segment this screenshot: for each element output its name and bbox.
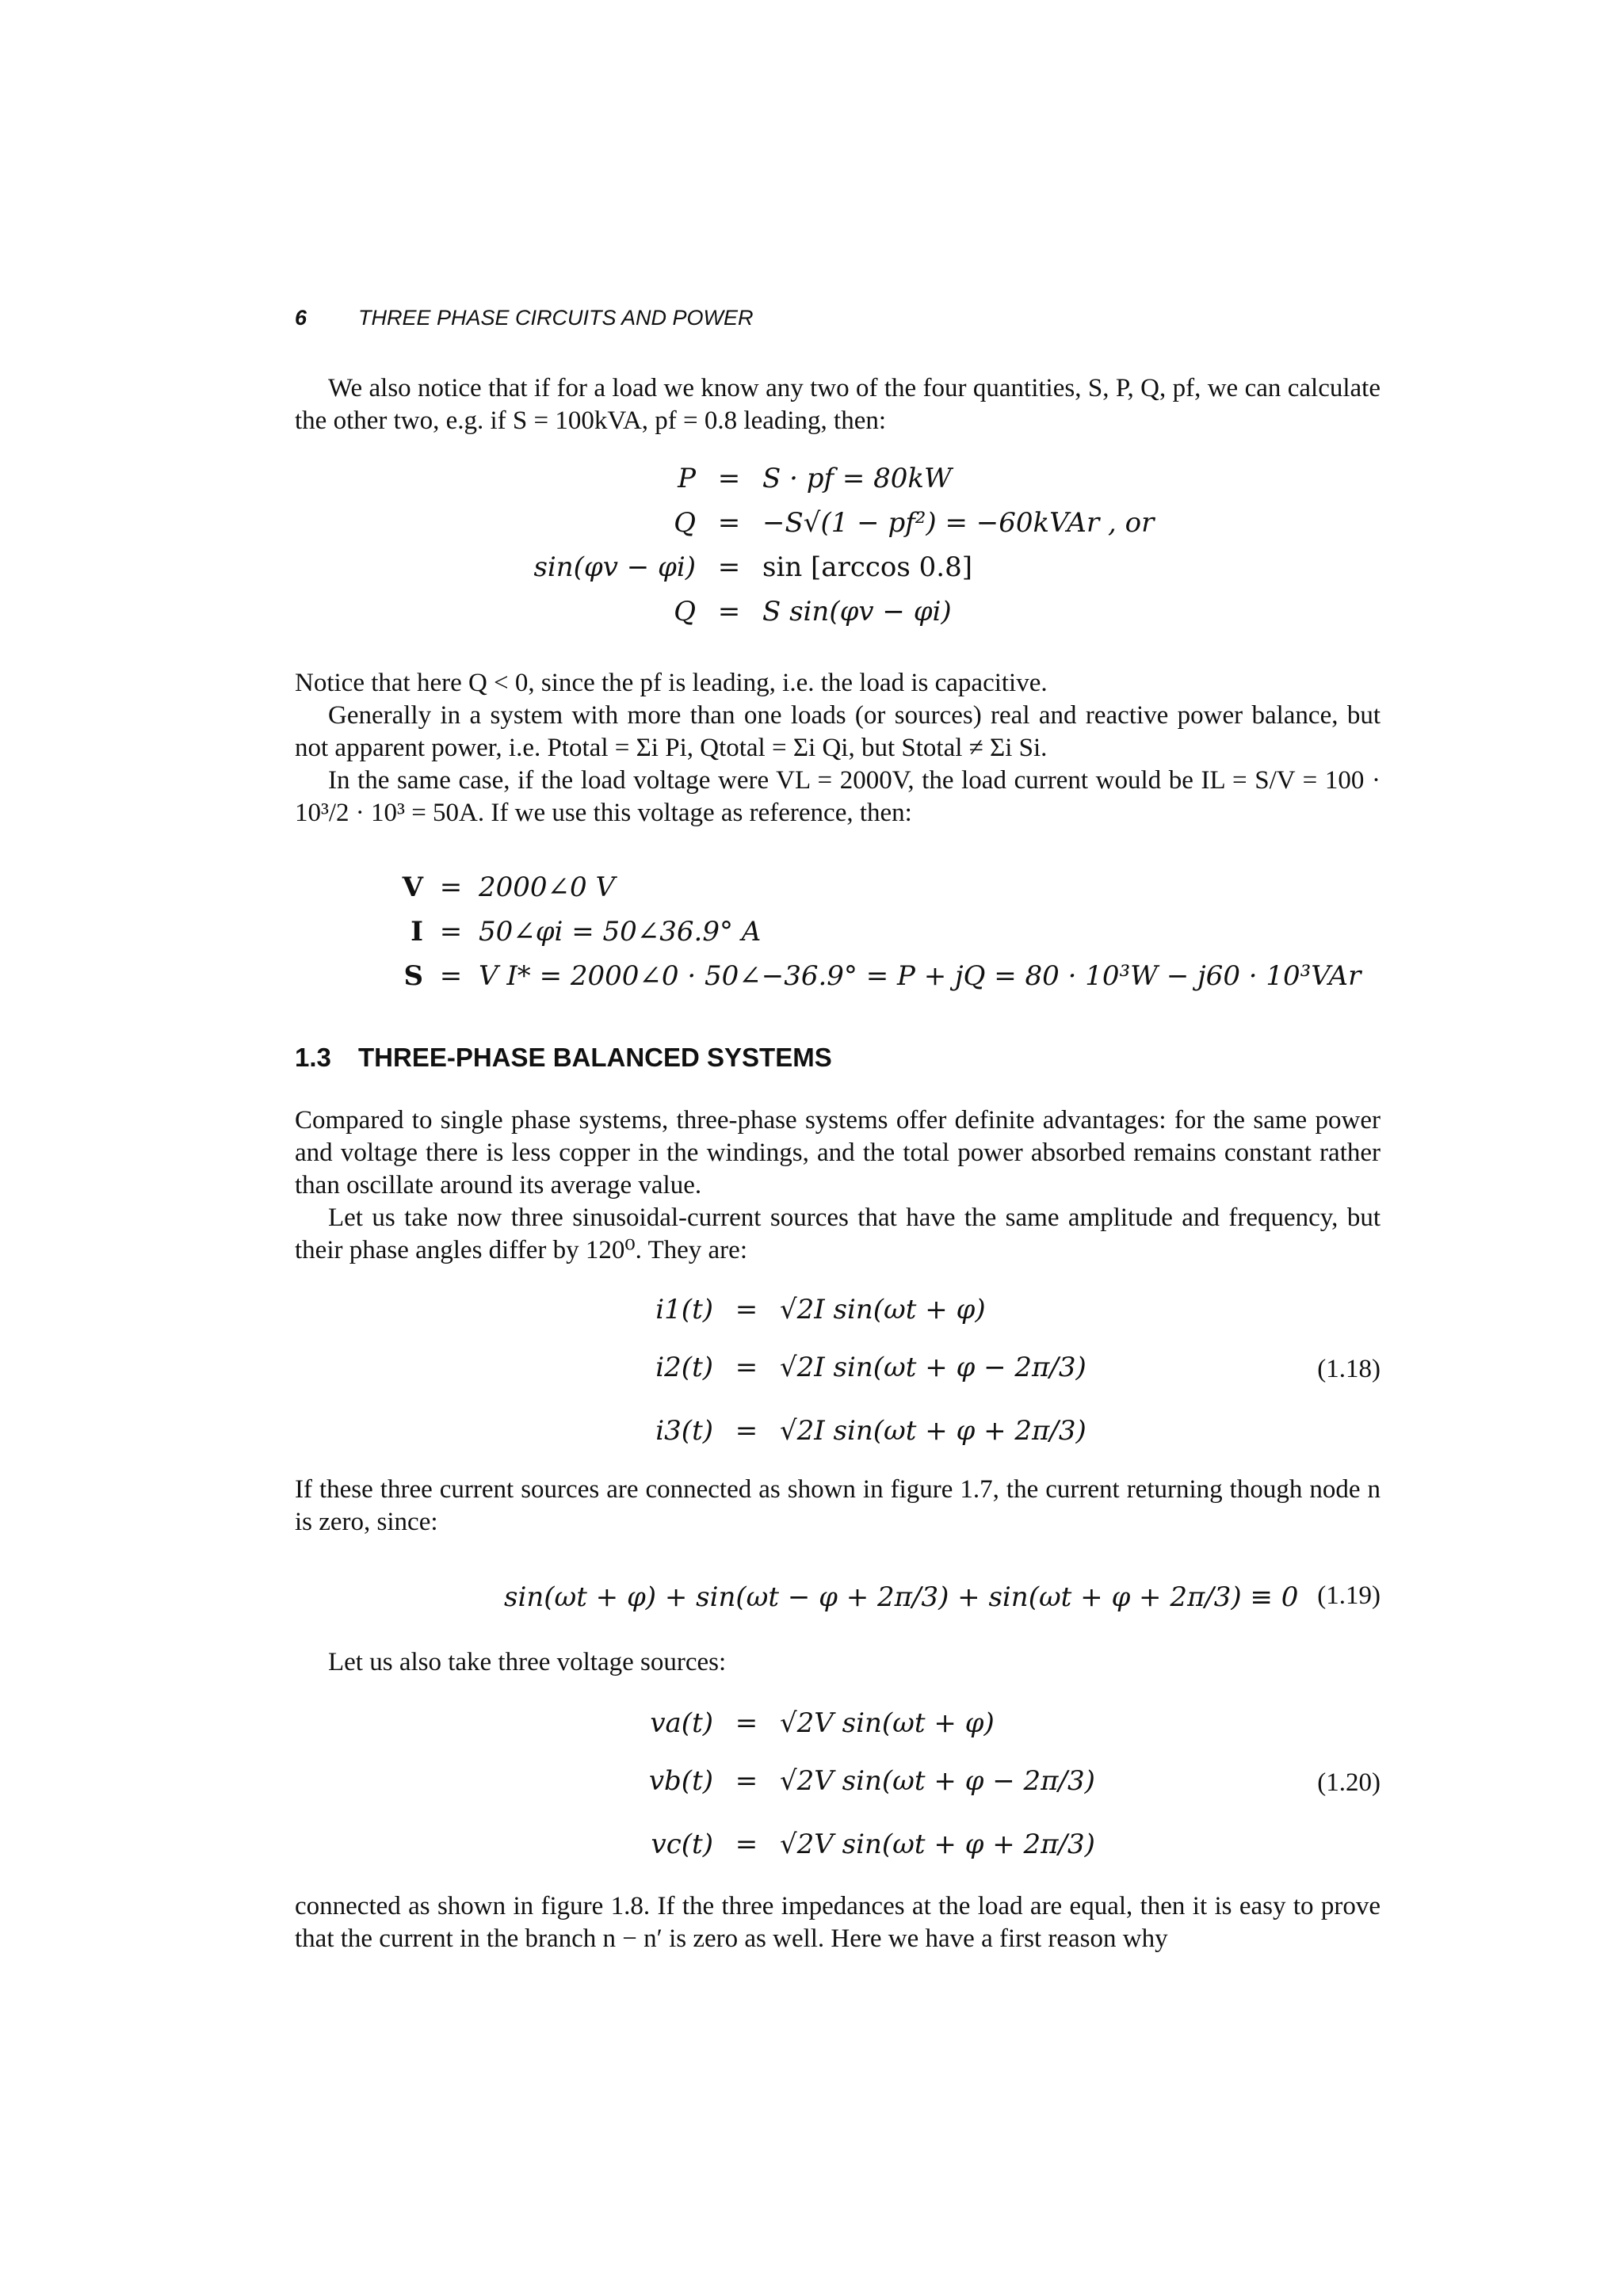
equation-number: (1.18) — [1317, 1355, 1381, 1383]
eq-lhs: P — [678, 463, 696, 494]
eq-lhs: Q — [674, 596, 696, 627]
eq120-row: vb(t) = √2V sin(ωt + φ − 2π/3) — [602, 1749, 1095, 1813]
eq-lhs: vb(t) — [648, 1765, 713, 1797]
paragraph-9: connected as shown in figure 1.8. If the three impedances at the load are equal, then it is easy to prove that the current in the branch n − n′ is zero as well. Here we have a first reason why — [295, 1892, 1381, 1953]
eq120-row: va(t) = √2V sin(ωt + φ) — [602, 1697, 1095, 1749]
eq-rhs: √2I sin(ωt + φ − 2π/3) — [780, 1352, 1086, 1383]
eq1-row: Q = S sin(φv − φi) — [475, 589, 1154, 634]
paragraph-6: Let us take now three sinusoidal-current sources that have the same amplitude and frequency, but their phase angles differ by 120⁰. They are: — [295, 1203, 1381, 1264]
eq-rhs: √2V sin(ωt + φ) — [780, 1707, 995, 1739]
equation-1-19: sin(ωt + φ) + sin(ωt − φ + 2π/3) + sin(ωt + φ + 2π/3) ≡ 0 — [504, 1581, 1299, 1613]
eq-lhs: i3(t) — [655, 1415, 713, 1447]
paragraph-5: Compared to single phase systems, three-phase systems offer definite advantages: for the same power and voltage there is less copper in the windings, and the total power absorbed remains constant rather than oscillate around its average value. — [295, 1106, 1381, 1199]
section-number: 1.3 — [295, 1043, 331, 1072]
eq-lhs: sin(φv − φi) — [533, 551, 696, 583]
equation-block-2 — [376, 865, 1361, 998]
paragraph-8: Let us also take three voltage sources: — [328, 1648, 727, 1676]
page-header — [295, 306, 754, 330]
eq-rhs: −S√(1 − pf²) = −60kVAr , or — [762, 507, 1155, 539]
eq118-row: i2(t) = √2I sin(ωt + φ − 2π/3) — [602, 1336, 1086, 1399]
paragraph-2: Notice that here Q < 0, since the pf is leading, i.e. the load is capacitive. — [295, 669, 1048, 697]
eq118-row: i1(t) = √2I sin(ωt + φ) — [602, 1283, 1086, 1336]
paragraph-1: We also notice that if for a load we know any two of the four quantities, S, P, Q, pf, we can calculate the other two, e.g. if S = 100kVA, pf = 0.8 leading, then: — [295, 374, 1381, 435]
equation-1-20 — [602, 1697, 1095, 1876]
eq-rhs: √2V sin(ωt + φ + 2π/3) — [780, 1829, 1095, 1860]
eq-lhs: I — [411, 916, 423, 948]
eq1-row: P = S · pf = 80kW — [475, 456, 1154, 501]
paragraph-4: In the same case, if the load voltage were VL = 2000V, the load current would be IL = S/V = 100 · 10³/2 · 10³ = 50A. If we use this voltage as reference, then: — [295, 766, 1381, 827]
eq120-row: vc(t) = √2V sin(ωt + φ + 2π/3) — [602, 1813, 1095, 1876]
eq-lhs: vc(t) — [651, 1829, 713, 1860]
eq-lhs: Q — [674, 507, 696, 539]
eq2-row: V = 2000∠0 V — [376, 865, 1361, 910]
eq-rhs: S sin(φv − φi) — [762, 596, 952, 627]
eq-lhs: i1(t) — [655, 1294, 713, 1325]
eq1-row: Q = −S√(1 − pf²) = −60kVAr , or — [475, 501, 1154, 545]
eq-rhs: 50∠φi = 50∠36.9° A — [479, 916, 762, 948]
eq-rhs: S · pf = 80kW — [762, 463, 952, 494]
eq-lhs: i2(t) — [655, 1352, 713, 1383]
section-title: THREE-PHASE BALANCED SYSTEMS — [358, 1043, 832, 1072]
eq-rhs: V I* = 2000∠0 · 50∠−36.9° = P + jQ = 80 · 10³W − j60 · 10³VAr — [479, 960, 1361, 992]
equation-block-1 — [475, 456, 1154, 634]
eq1-row: sin(φv − φi) = sin [arccos 0.8] — [475, 545, 1154, 589]
eq-rhs: 2000∠0 V — [479, 871, 616, 903]
equation-1-18 — [602, 1283, 1086, 1463]
paragraph-3: Generally in a system with more than one loads (or sources) real and reactive power balance, but not apparent power, i.e. Ptotal = Σi Pi, Qtotal = Σi Qi, but Stotal ≠ Σi Si. — [295, 701, 1381, 762]
paragraph-7: If these three current sources are connected as shown in figure 1.7, the current returning though node n is zero, since: — [295, 1475, 1381, 1536]
eq-lhs: va(t) — [650, 1707, 713, 1739]
eq-rhs: √2I sin(ωt + φ + 2π/3) — [780, 1415, 1086, 1447]
page-number: 6 — [295, 306, 307, 330]
eq-lhs: V — [402, 871, 423, 903]
eq118-row: i3(t) = √2I sin(ωt + φ + 2π/3) — [602, 1399, 1086, 1463]
eq2-row: I = 50∠φi = 50∠36.9° A — [376, 910, 1361, 954]
equation-number: (1.19) — [1317, 1581, 1381, 1610]
running-title: THREE PHASE CIRCUITS AND POWER — [358, 306, 754, 330]
eq-rhs: √2I sin(ωt + φ) — [780, 1294, 986, 1325]
eq-rhs: √2V sin(ωt + φ − 2π/3) — [780, 1765, 1095, 1797]
eq-lhs: S — [403, 960, 423, 992]
section-heading — [295, 1043, 832, 1073]
eq-rhs: sin [arccos 0.8] — [762, 551, 972, 583]
eq2-row: S = V I* = 2000∠0 · 50∠−36.9° = P + jQ = 80 · 10³W − j60 · 10³VAr — [376, 954, 1361, 998]
equation-number: (1.20) — [1317, 1768, 1381, 1797]
